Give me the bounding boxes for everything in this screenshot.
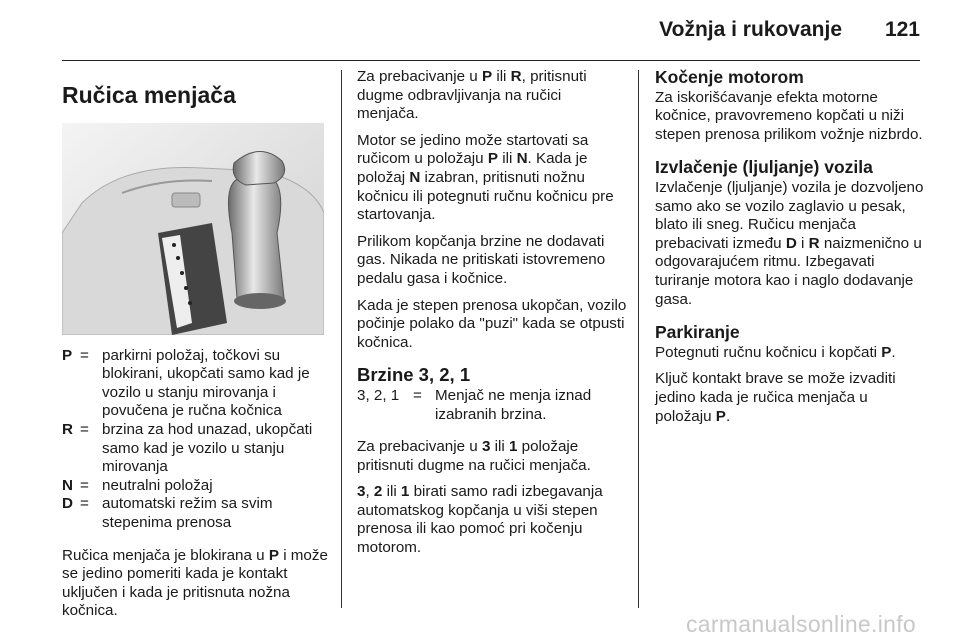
subheading-engine-braking: Kočenje motorom — [655, 67, 804, 87]
definition-equals: = — [80, 476, 89, 494]
paragraph: Prilikom kopčanja brzine ne dodavati gas. Nikada ne pritiskati istovremeno pedalu gasa i kočnice. — [357, 232, 606, 287]
definition-term: R — [62, 420, 73, 438]
gear-lever-photo — [62, 123, 324, 335]
paragraph: Potegnuti ručnu kočnicu i kopčati P. — [655, 343, 896, 361]
section-heading: Ručica menjača — [62, 82, 236, 108]
definition-item — [62, 477, 330, 496]
definition-text: parkirni položaj, točkovi su blokirani, ukopčati samo kad je vozilo u stanju mirovanja i povučena je ručna kočnica — [102, 346, 310, 420]
paragraph: 3, 2 ili 1 birati samo radi izbegavanja automatskog kopčanja u viši stepen prenosa ili kao pomoć pri kočenju motorom. — [357, 483, 603, 557]
definition-equals: = — [413, 386, 422, 404]
definition-text: Menjač ne menja iznad izabranih brzina. — [435, 386, 592, 423]
watermark: carmanualsonline.info — [685, 611, 916, 637]
column-1 — [62, 68, 330, 629]
paragraph: Ručica menjača je blokirana u P i može se jedino pomeriti kada je kontakt uključen i kada je pritisnuta nožna kočnica. — [62, 546, 328, 620]
definition-item — [62, 421, 330, 477]
definition-equals: = — [80, 495, 89, 513]
definition-term: 3, 2, 1 — [357, 386, 400, 404]
paragraph: Za prebacivanje u 3 ili 1 položaje pritisnuti dugme na ručici menjača. — [357, 438, 591, 474]
definition-item — [62, 495, 330, 532]
definition-term: N — [62, 476, 73, 494]
definition-term: D — [62, 495, 73, 513]
paragraph: Ključ kontakt brave se može izvaditi jedino kada je ručica menjača u položaju P. — [655, 370, 896, 425]
gear-position-definitions — [62, 347, 330, 533]
definition-text: brzina za hod unazad, ukopčati samo kad je vozilo u stanju mirovanja — [102, 420, 313, 476]
column-2 — [357, 68, 627, 566]
subheading-parking: Parkiranje — [655, 322, 740, 343]
paragraph: Za prebacivanje u P ili R, pritisnuti dugme odbravljivanja na ručici menjača. — [357, 68, 587, 123]
paragraph: Kada je stepen prenosa ukopčan, vozilo počinje polako da "puzi" kada se otpusti kočnica. — [357, 296, 627, 351]
subheading-rocking: Izvlačenje (ljuljanje) vozila — [655, 157, 873, 178]
header-section-title: Vožnja i rukovanje — [659, 18, 842, 41]
paragraph: Izvlačenje (ljuljanje) vozila je dozvoljeno samo ako se vozilo zaglavio u pesak, blato ili sneg. Ručicu menjača prebacivati između D i R naizmenično u odgovarajućem ritmu. Izbegavati turiranje motora kao i naglo dodavanje gasa. — [655, 178, 924, 308]
definition-equals: = — [80, 346, 89, 364]
column-divider — [638, 70, 639, 608]
paragraph: Za iskorišćavanje efekta motorne kočnice, pravovremeno kopčati u niži stepen prenosa prilikom vožnje nizbrdo. — [655, 88, 923, 143]
subheading-gears: Brzine 3, 2, 1 — [357, 364, 471, 386]
definition-item — [62, 347, 330, 421]
definition-term: P — [62, 346, 73, 364]
definition-text: neutralni položaj — [102, 476, 213, 494]
definition-text: automatski režim sa svim stepenima prenosa — [102, 495, 273, 531]
definition-equals: = — [80, 420, 89, 438]
paragraph: Motor se jedino može startovati sa ručicom u položaju P ili N. Kada je položaj N izabran, pritisnuti nožnu kočnicu ili potegnuti ručnu kočnicu pre startovanja. — [357, 131, 614, 224]
column-3 — [655, 68, 925, 434]
definition-item — [357, 387, 627, 424]
column-divider — [341, 70, 342, 608]
page-number: 121 — [884, 18, 920, 41]
page-header — [62, 14, 920, 61]
